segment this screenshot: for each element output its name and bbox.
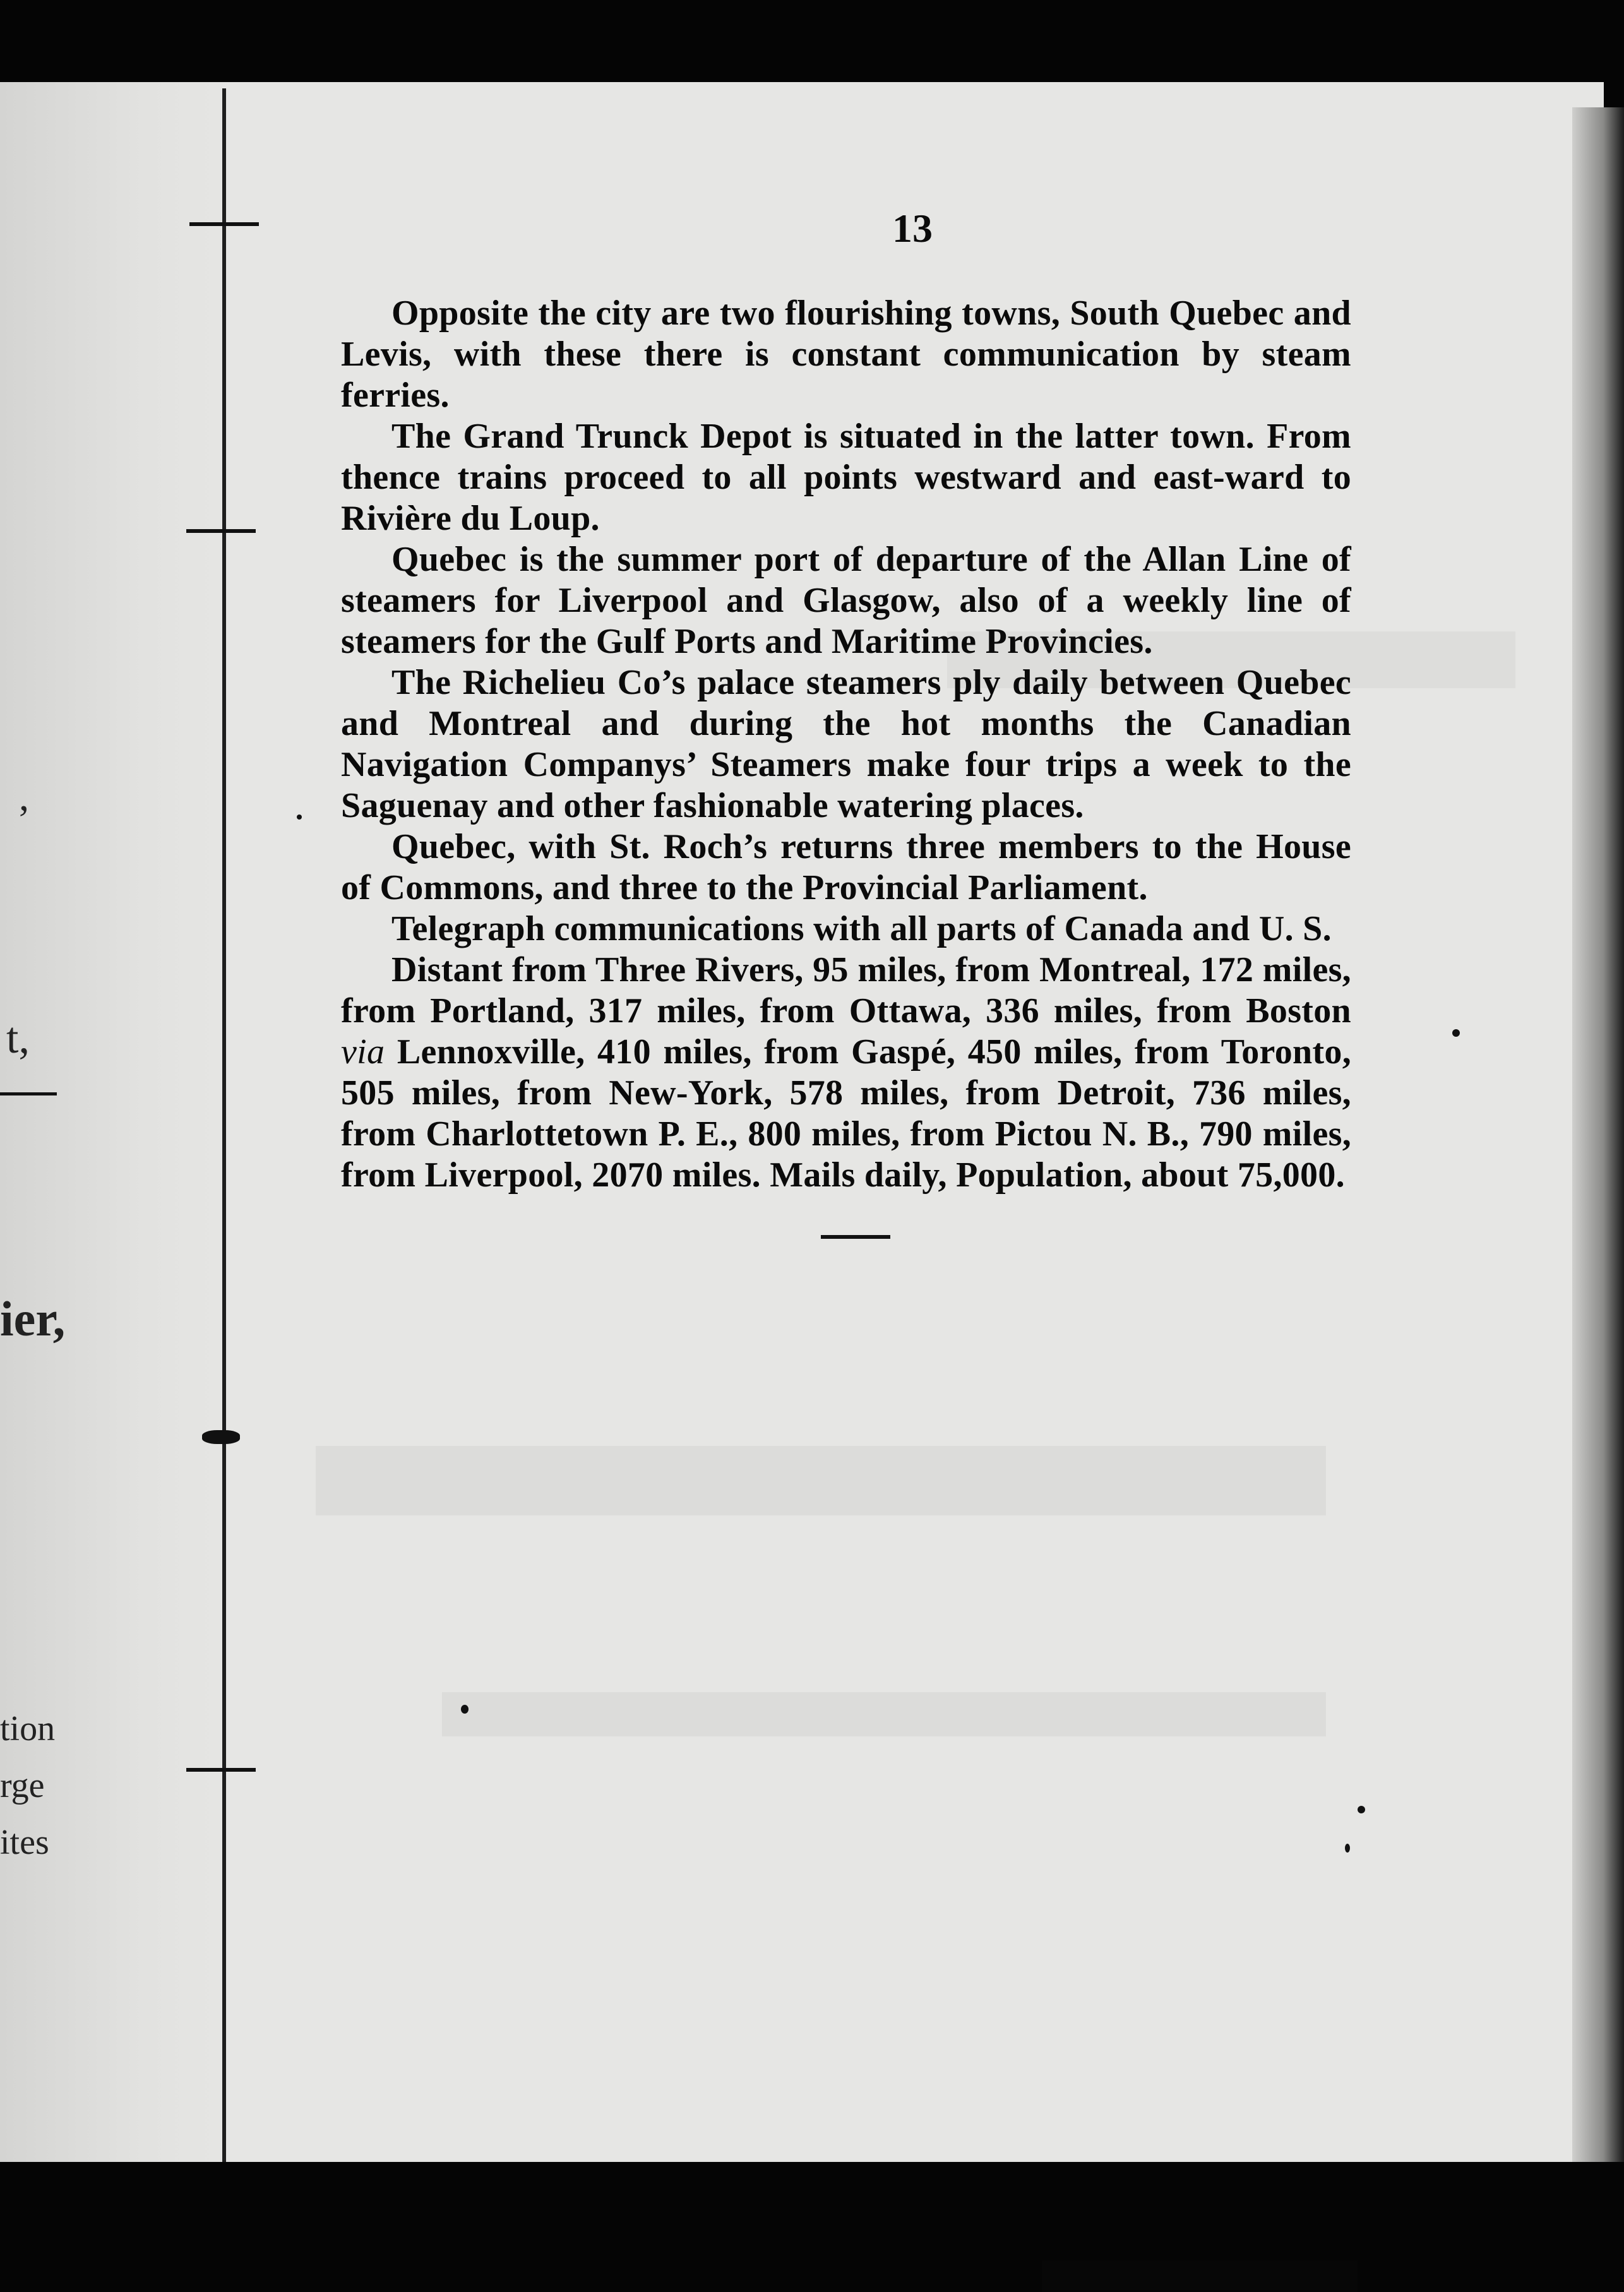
distance-paragraph xyxy=(341,950,1351,1196)
previous-page-heading-fragment: ier, xyxy=(0,1291,66,1346)
page-number: 13 xyxy=(892,206,933,251)
paragraph: The Grand Trunck Depot is situated in the latter town. From thence trains proceed to all points westward and east-ward to Rivière du Loup. xyxy=(341,417,1351,538)
distance-text-part: Distant from Three Rivers, 95 miles, from Montreal, 172 miles, from Portland, 317 miles, from Ottawa, 336 miles, from Boston xyxy=(341,950,1351,1030)
distance-via-word: via xyxy=(341,1032,385,1071)
previous-page-line: rge xyxy=(0,1766,45,1805)
stitch-knot xyxy=(202,1430,240,1444)
stitch-mark xyxy=(186,529,256,533)
page-right-edge xyxy=(1572,107,1624,2162)
ink-speck xyxy=(1345,1844,1350,1853)
previous-page-line: ites xyxy=(0,1823,49,1862)
binding-spine xyxy=(222,88,226,2162)
section-end-rule xyxy=(821,1235,890,1239)
previous-page-fragment xyxy=(0,82,215,2162)
paragraph: Quebec is the summer port of departure of the Allan Line of steamers for Liverpool and Glasgow, also of a weekly line of steamers for the Gulf Ports and Maritime Provincies. xyxy=(341,540,1351,661)
bleed-through-block xyxy=(442,1692,1326,1736)
previous-page-line: tion xyxy=(0,1709,56,1748)
ink-speck xyxy=(461,1705,469,1714)
distance-text-part: Lennoxville, 410 miles, from Gaspé, 450 miles, from Toronto, 505 miles, from New-York, 578 miles, from Detroit, 736 miles, from Charlottetown P. E., 800 miles, from Pictou N. B., 790 miles, from Liverpool, 2070 miles. Mails daily, Population, about 75,000. xyxy=(341,1032,1351,1195)
paragraph: The Richelieu Co’s palace steamers ply daily between Quebec and Montreal and during the hot months the Canadian Navigation Companys’ Steamers make four trips a week to the Saguenay and other fashionable watering places. xyxy=(341,663,1351,825)
stitch-mark xyxy=(189,222,259,226)
previous-page-t-fragment: t, xyxy=(6,1014,30,1063)
previous-page-rule xyxy=(0,1092,57,1095)
paragraph: Telegraph communications with all parts of Canada and U. S. xyxy=(391,909,1332,948)
previous-page-comma: , xyxy=(19,774,29,819)
ink-speck xyxy=(1358,1806,1365,1813)
ink-speck xyxy=(1452,1029,1460,1037)
ink-speck xyxy=(297,815,302,820)
stitch-mark xyxy=(186,1768,256,1772)
paragraph: Quebec, with St. Roch’s returns three members to the House of Commons, and three to the Provincial Parliament. xyxy=(341,827,1351,907)
paragraph: Opposite the city are two flourishing towns, South Quebec and Levis, with these there is constant communication by steam ferries. xyxy=(341,294,1351,415)
page-text-block xyxy=(341,189,1351,1239)
bleed-through-block xyxy=(1042,2260,1358,2292)
bleed-through-block xyxy=(316,1446,1326,1515)
